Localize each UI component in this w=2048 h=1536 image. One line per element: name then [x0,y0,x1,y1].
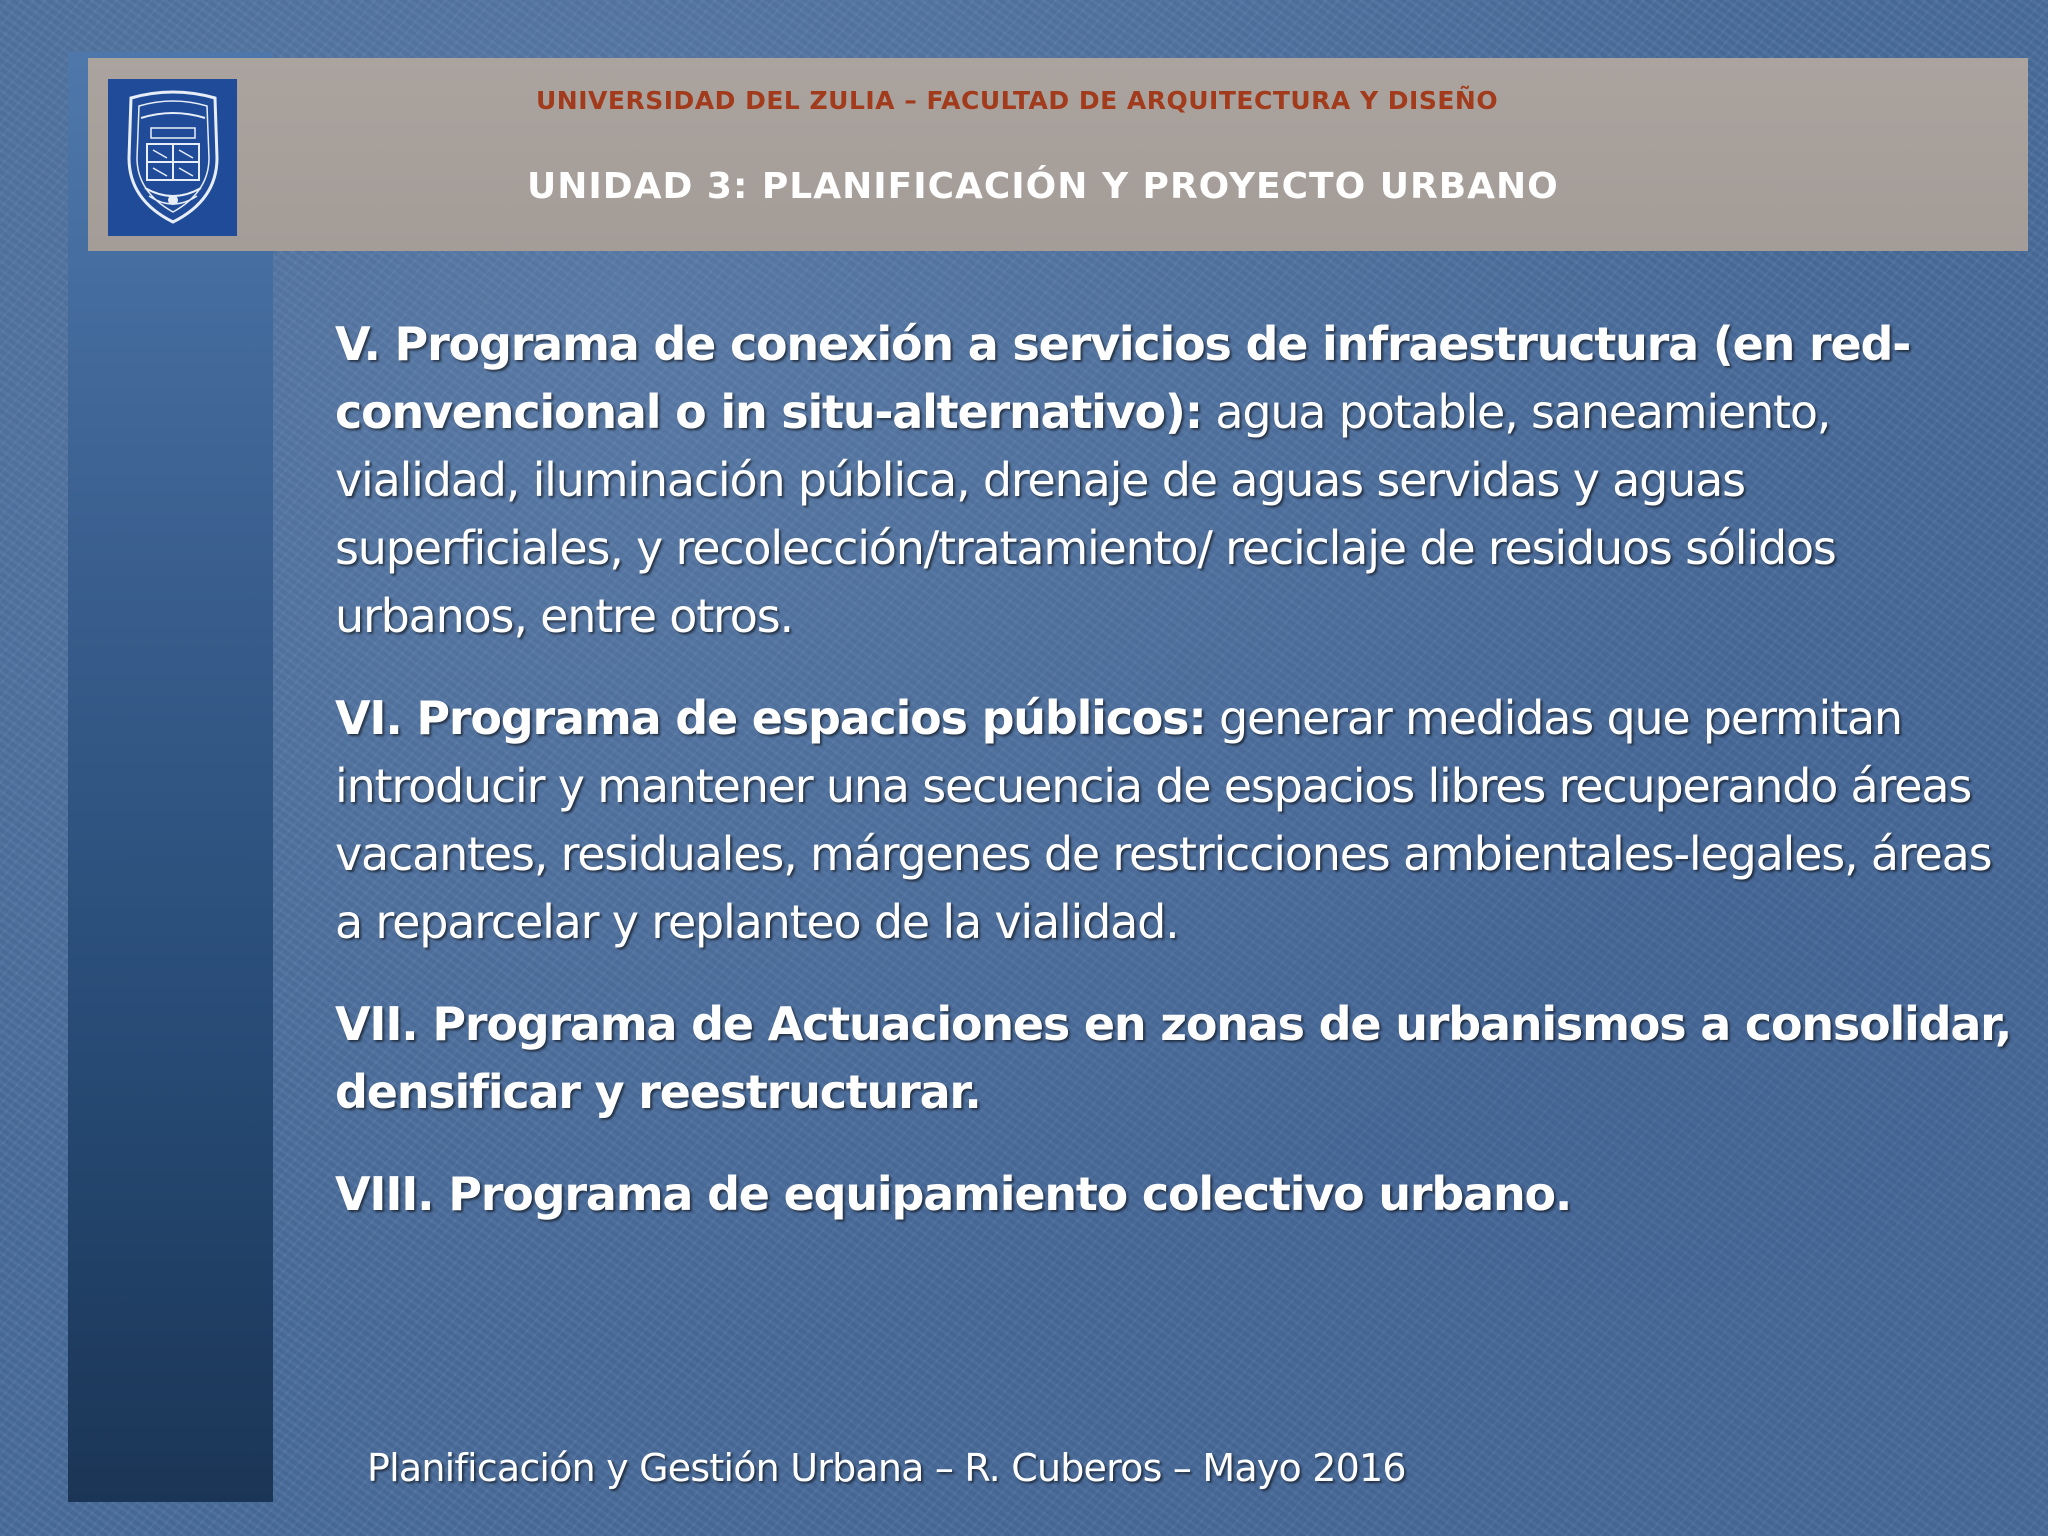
program-item-vi [335,684,2015,956]
program-item-vii [335,990,2015,1126]
program-heading: VIII. Programa de equipamiento colectivo urbano. [335,1167,1572,1221]
left-decorative-bar [68,52,273,1502]
footer-text: Planificación y Gestión Urbana – R. Cuberos – Mayo 2016 [367,1446,1406,1490]
program-item-viii [335,1160,2015,1228]
university-logo [108,79,237,236]
program-body: agua potable, saneamiento, vialidad, iluminación pública, drenaje de aguas servidas y aguas superficiales, y recolección/tratamiento/ reciclaje de residuos sólidos urbanos, entre otros. [335,385,1836,643]
program-heading: V. Programa de conexión a servicios de infraestructura (en red-convencional o in situ-alternativo): [335,317,1911,439]
program-body: generar medidas que permitan introducir y mantener una secuencia de espacios libres recuperando áreas vacantes, residuales, márgenes de restricciones ambientales-legales, áreas a reparcelar y replanteo de la vialidad. [335,691,1992,949]
program-item-v [335,310,2015,650]
unit-title: UNIDAD 3: PLANIFICACIÓN Y PROYECTO URBANO [527,166,1559,207]
program-heading: VII. Programa de Actuaciones en zonas de urbanismos a consolidar, densificar y reestructurar. [335,997,2012,1119]
university-seal-icon [117,88,229,228]
program-heading: VI. Programa de espacios públicos: [335,691,1206,745]
institution-name: UNIVERSIDAD DEL ZULIA – FACULTAD DE ARQUITECTURA Y DISEÑO [536,86,1499,115]
program-list [335,310,2015,1262]
